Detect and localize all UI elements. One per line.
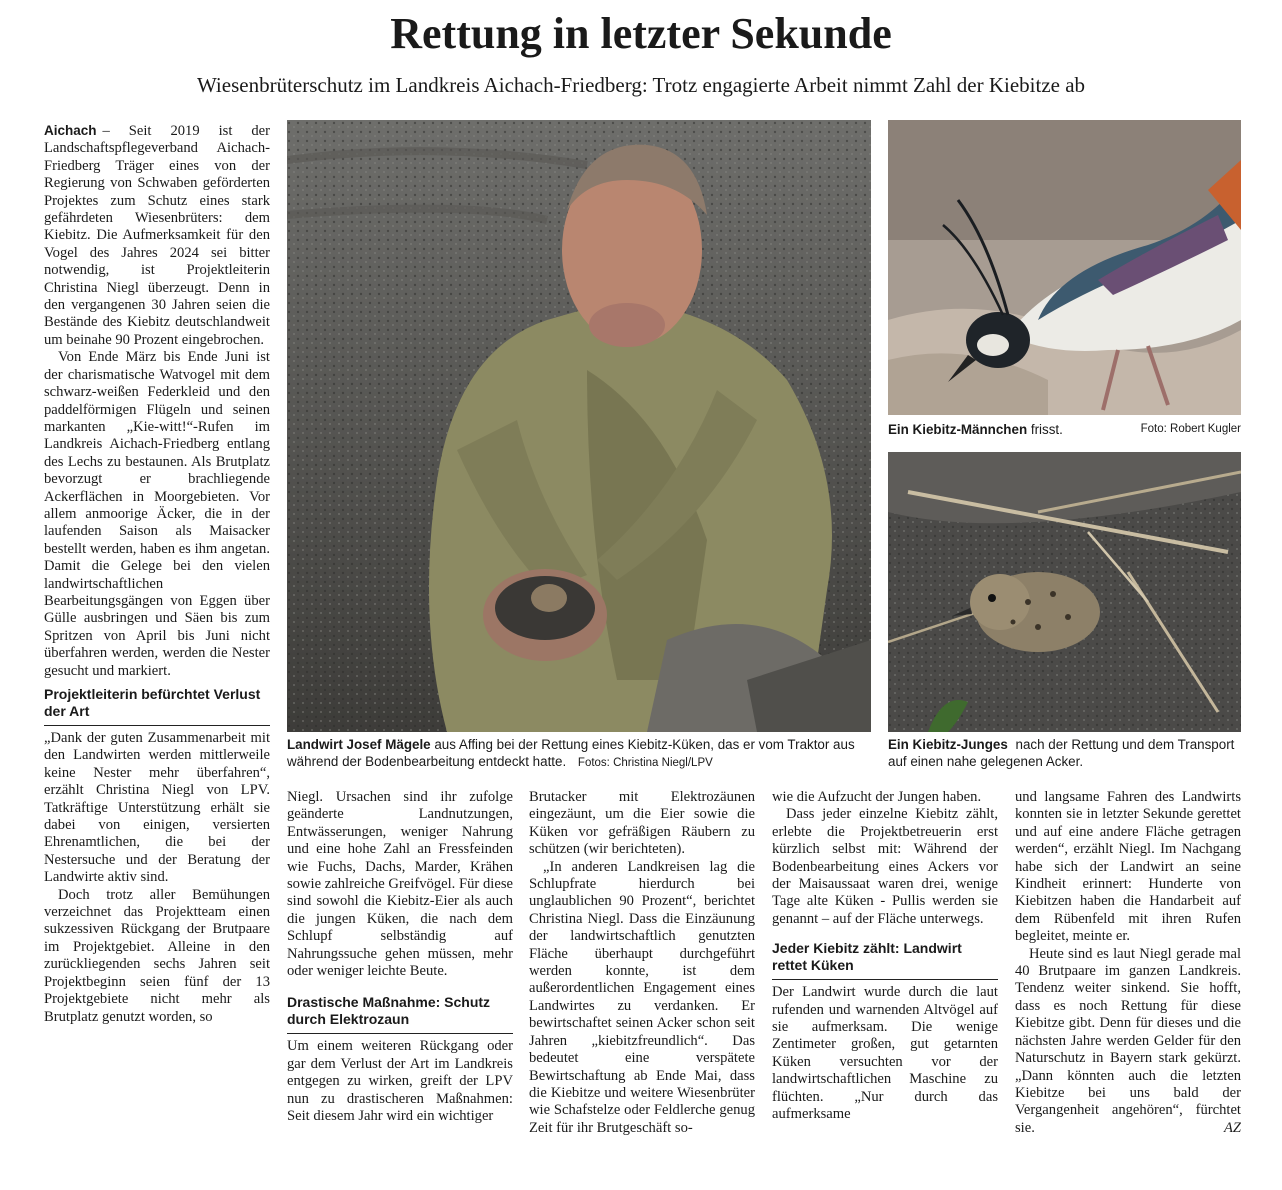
section-subtitle: Projektleiterin befürchtet Verlust der Art [44, 686, 270, 726]
paragraph: Aichach – Seit 2019 ist der Landschaftspflegeverband Aichach-Friedberg Träger eines von der Regierung von Schwaben geförderten Projektes zum Schutz eines stark gefährdeten Wiesenbrüters: dem Kiebitz. Die Aufmerksamkeit für den Vogel des Jahres 2024 sei bitter notwendig, ist Projektleiterin Christina Niegl überzeugt. Denn in den vergangenen 30 Jahren seien die Bestände des Kiebitz deutschlandweit um beinahe 90 Prozent eingebrochen. [44, 123, 270, 348]
paragraph: „In anderen Landkreisen lag die Schlupfrate hierdurch bei unglaublichen 90 Prozent“, berichtet Christina Niegl. Dass die Einzäunung der landwirtschaftlich genutzten Fläche überhaupt durchgeführt werden konnte, ist dem außerordentlichen Engagement eines Landwirtes zu verdanken. Er bewirtschaftet seinen Acker schon seit Jahren „kiebitzfreundlich“. Das bedeutet eine verspätete Bewirtschaftung ab Ende Mai, dass die Kiebitze und weitere Wiesenbrüter wie Schafstelze oder Feldlerche genug Zeit für ihr Brutgeschäft so- [529, 858, 755, 1136]
main-photo-caption: Landwirt Josef Mägele aus Affing bei der Rettung eines Kiebitz-Küken, das er vom Traktor aus während der Bodenbearbeitung entdeckt hatte. Fotos: Christina Niegl/LPV [287, 737, 855, 769]
caption-bold: Landwirt Josef Mägele [287, 737, 431, 752]
paragraph: und langsame Fahren des Landwirts konnten sie in letzter Sekunde gerettet und auf eine andere Fläche getragen werden“, erzählt Niegl. Im Nachgang habe sich der Landwirt an seine Kindheit erinnert: Hunderte von Kiebitzen haben die Handarbeit auf dem Rübenfeld mit ihren Rufen begleitet, meinte er. [1015, 789, 1241, 945]
paragraph: Von Ende März bis Ende Juni ist der charismatische Watvogel mit dem schwarz-weißen Federkleid und den paddelförmigen Flügeln und seinen markanten „Kie-witt!“-Rufen im Landkreis Aichach-Friedberg entlang des Lechs zu bestaunen. Als Brutplatz bevorzugt er brachliegende Ackerflächen in Moorgebieten. Vor allem anmoorige Äcker, die in der laufenden Saison als Maisacker bestellt werden, haben es ihm angetan. Damit die Gelege bei den vielen landwirtschaftlichen Bearbeitungsgängen von Eggen über Gülle ausbringen und Säen bis zum Spritzen von April bis Juni nicht überfahren werden, werden die Nester gesucht und markiert. [44, 349, 270, 679]
main-photo-farmer [287, 120, 871, 732]
paragraph: Heute sind es laut Niegl gerade mal 40 Brutpaare im ganzen Landkreis. Tendenz weiter sinkend. Sie hofft, dass es noch Rettung für diese Kiebitze gibt. Denn für dieses und die nächsten Jahre werden Gelder für den Naturschutz in Bayern stark gekürzt. „Dann könnten auch die letzten Kiebitze bei uns bald der Vergangenheit angehören“, fürchtet sie. AZ [1015, 945, 1241, 1136]
paragraph: Der Landwirt wurde durch die laut rufenden und warnenden Altvögel auf sie aufmerksam. Die wenige Zentimeter großen, gut getarnten Küken versuchten vor der landwirtschaftlichen Maschine zu flüchten. „Nur durch das aufmerksame [772, 984, 998, 1123]
author-signature: AZ [1223, 1119, 1241, 1136]
bird-photo [888, 120, 1241, 415]
dateline: Aichach [44, 123, 97, 138]
paragraph: Um einem weiteren Rückgang oder gar dem Verlust der Art im Landkreis entgegen zu wirken, greift der LPV nun zu drastischeren Maßnahmen: Seit diesem Jahr wird ein wichtiger [287, 1038, 513, 1125]
article-column-3 [529, 789, 755, 1190]
caption-bold: Ein Kiebitz-Männchen [888, 422, 1028, 437]
subhead: Wiesenbrüterschutz im Landkreis Aichach-Friedberg: Trotz engagierte Arbeit nimmt Zahl der Kiebitze ab [196, 73, 1086, 97]
article-column-2 [287, 789, 513, 1190]
paragraph: „Dank der guten Zusammenarbeit mit den Landwirten werden mittlerweile keine Nester mehr überfahren“, erzählt Christina Niegl von LPV. Tatkräftige Unterstützung erhält sie dabei von einigen, versierten Ehrenamtlichen, die bei der Nestersuche und der Beratung der Landwirte aktiv sind. [44, 730, 270, 886]
paragraph: Dass jeder einzelne Kiebitz zählt, erlebte die Projektbetreuerin erst kürzlich selbst mit: Während der Bodenbearbeitung eines Ackers vor der Maisaussaat waren drei, wenige Tage alte Küken - Pullis werden sie genannt – auf der Fläche unterwegs. [772, 806, 998, 927]
section-subtitle: Drastische Maßnahme: Schutz durch Elektrozaun [287, 994, 513, 1034]
article-column-5 [1015, 789, 1241, 1190]
caption-bold: Ein Kiebitz-Junges [888, 737, 1008, 752]
paragraph: Niegl. Ursachen sind ihr zufolge geänderte Landnutzungen, Entwässerungen, weniger Nahrung und eine hohe Zahl an Fressfeinden wie Fuchs, Dachs, Marder, Krähen sowie zahlreiche Greifvögel. Für diese sind sowohl die Kiebitz-Eier als auch die jungen Küken, die nach dem Schlupf selbständig auf Nahrungssuche gehen müssen, mehr oder weniger leichte Beute. [287, 789, 513, 980]
article-column-1 [44, 122, 270, 1190]
chick-photo [888, 452, 1241, 732]
bird-photo-caption: Ein Kiebitz-Männchen frisst. Foto: Robert Kugler [888, 422, 1241, 437]
paragraph: Doch trotz aller Bemühungen verzeichnet das Projektteam einen sukzessiven Rückgang der Brutpaare im Projektgebiet. Alleine in den zurückliegenden sechs Jahren seit Projektbeginn seien fünf der 13 Projektgebiete nicht mehr als Brutplatz genutzt worden, so [44, 886, 270, 1025]
photo-credit: Fotos: Christina Niegl/LPV [577, 757, 713, 769]
article-column-4 [772, 789, 998, 1190]
chick-photo-caption: Ein Kiebitz-Junges nach der Rettung und dem Transport auf einen nahe gelegenen Acker. [888, 737, 1235, 769]
paragraph: Brutacker mit Elektrozäunen eingezäunt, um die Eier sowie die Küken vor gefräßigen Räubern zu schützen (wir berichteten). [529, 789, 755, 858]
photo-credit: Foto: Robert Kugler [1140, 423, 1241, 435]
paragraph: wie die Aufzucht der Jungen haben. [772, 789, 982, 805]
headline: Rettung in letzter Sekunde [390, 9, 892, 58]
section-subtitle: Jeder Kiebitz zählt: Landwirt rettet Küken [772, 940, 998, 980]
